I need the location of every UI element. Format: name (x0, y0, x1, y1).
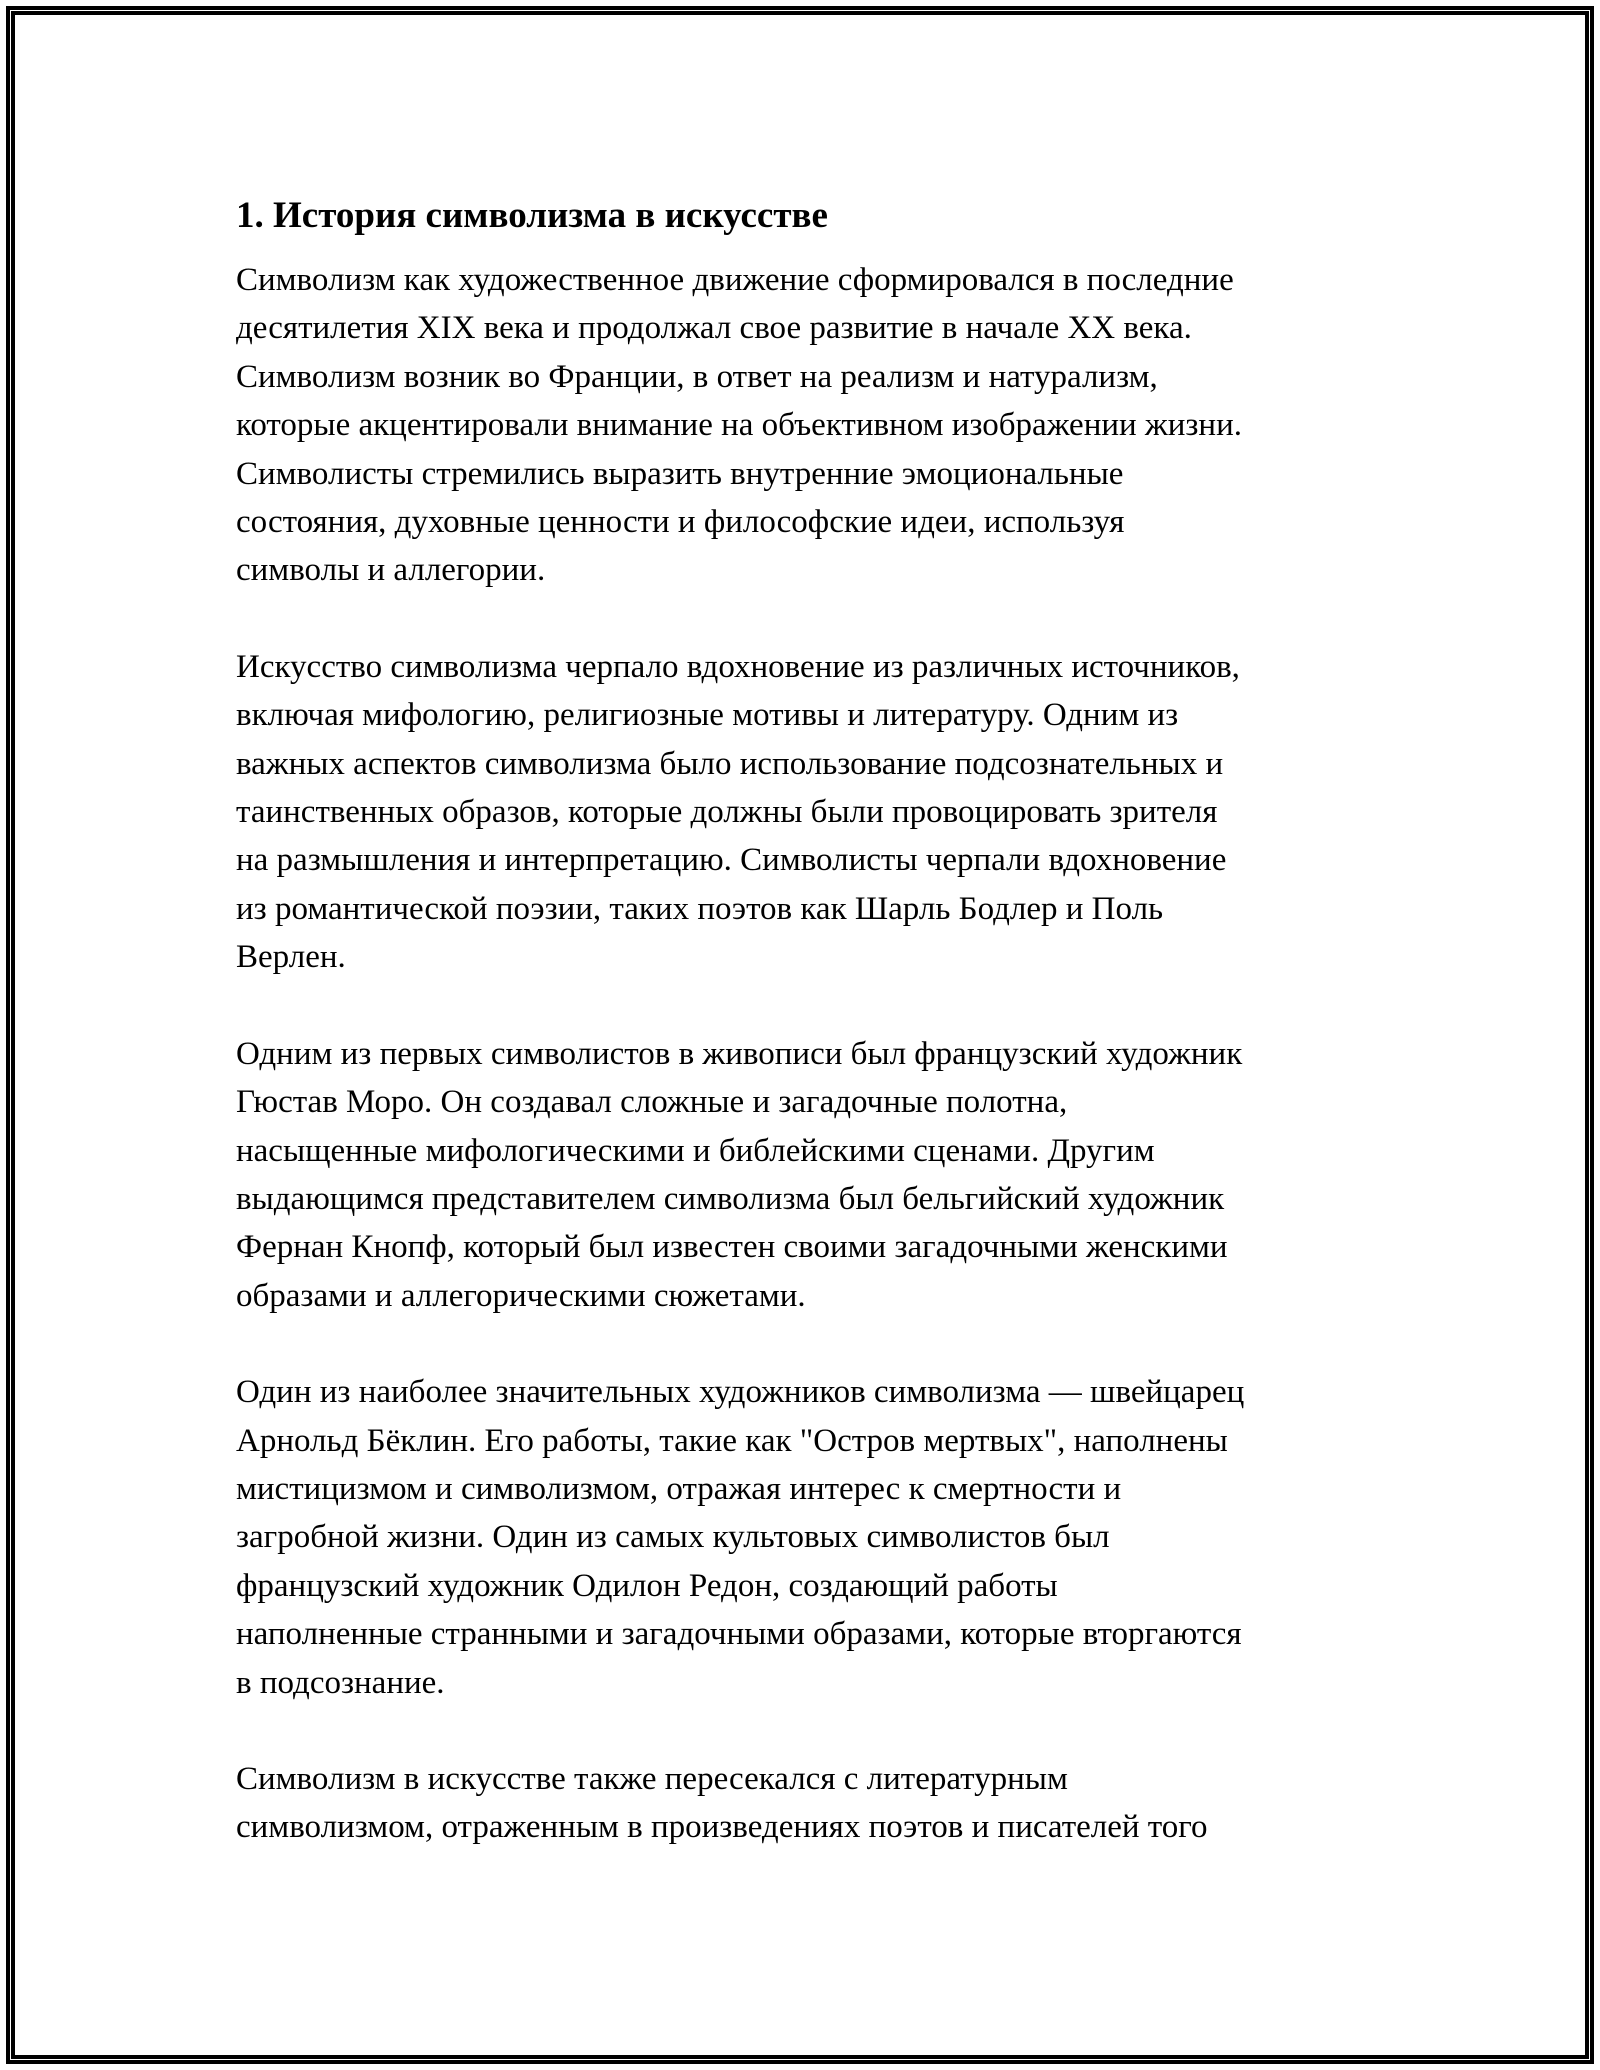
text-line: Одним из первых символистов в живописи был французский художник (236, 1035, 1243, 1072)
text-line: в подсознание. (236, 1664, 445, 1701)
document-body (236, 180, 1376, 1900)
paragraph-4 (236, 1368, 1376, 1707)
text-line: Верлен. (236, 939, 346, 976)
text-line: символы и аллегории. (236, 552, 546, 589)
text-line: выдающимся представителем символизма был бельгийский художник (236, 1180, 1225, 1217)
paragraph-2 (236, 643, 1376, 982)
text-line: загробной жизни. Один из самых культовых символистов был (236, 1519, 1110, 1556)
text-line: включая мифологию, религиозные мотивы и литературу. Одним из (236, 697, 1179, 734)
text-line: Символисты стремились выразить внутренние эмоциональные (236, 455, 1124, 492)
text-line: из романтической поэзии, таких поэтов как Шарль Бодлер и Поль (236, 890, 1164, 927)
text-line: Искусство символизма черпало вдохновение из различных источников, (236, 648, 1240, 685)
text-line: образами и аллегорическими сюжетами. (236, 1277, 806, 1314)
text-line: состояния, духовные ценности и философские идеи, используя (236, 504, 1125, 541)
section-heading: 1. История символизма в искусстве (236, 195, 828, 236)
text-line: десятилетия XIX века и продолжал свое развитие в начале XX века. (236, 310, 1192, 347)
text-line: таинственных образов, которые должны были провоцировать зрителя (236, 794, 1218, 831)
text-line: Фернан Кнопф, который был известен своими загадочными женскими (236, 1229, 1228, 1266)
text-line: Символизм в искусстве также пересекался с литературным (236, 1760, 1068, 1797)
text-line: мистицизмом и символизмом, отражая интерес к смертности и (236, 1470, 1122, 1507)
text-line: французский художник Одилон Редон, создающий работы (236, 1567, 1058, 1604)
text-line: Символизм возник во Франции, в ответ на реализм и натурализм, (236, 358, 1158, 395)
text-line: символизмом, отраженным в произведениях поэтов и писателей того (236, 1809, 1208, 1846)
text-line: насыщенные мифологическими и библейскими сценами. Другим (236, 1132, 1155, 1169)
paragraph-3 (236, 1030, 1376, 1320)
text-line: важных аспектов символизма было использование подсознательных и (236, 745, 1224, 782)
paragraph-1 (236, 256, 1376, 595)
text-line: Символизм как художественное движение сформировался в последние (236, 262, 1234, 298)
text-line: Гюстав Моро. Он создавал сложные и загадочные полотна, (236, 1084, 1068, 1121)
text-line: которые акцентировали внимание на объективном изображении жизни. (236, 407, 1243, 444)
text-line: Один из наиболее значительных художников символизма — швейцарец (236, 1374, 1245, 1411)
text-line: наполненные странными и загадочными образами, которые вторгаются (236, 1616, 1242, 1653)
text-line: на размышления и интерпретацию. Символисты черпали вдохновение (236, 842, 1227, 879)
paragraph-5 (236, 1755, 1376, 1852)
text-line: Арнольд Бёклин. Его работы, такие как "Остров мертвых", наполнены (236, 1422, 1228, 1459)
